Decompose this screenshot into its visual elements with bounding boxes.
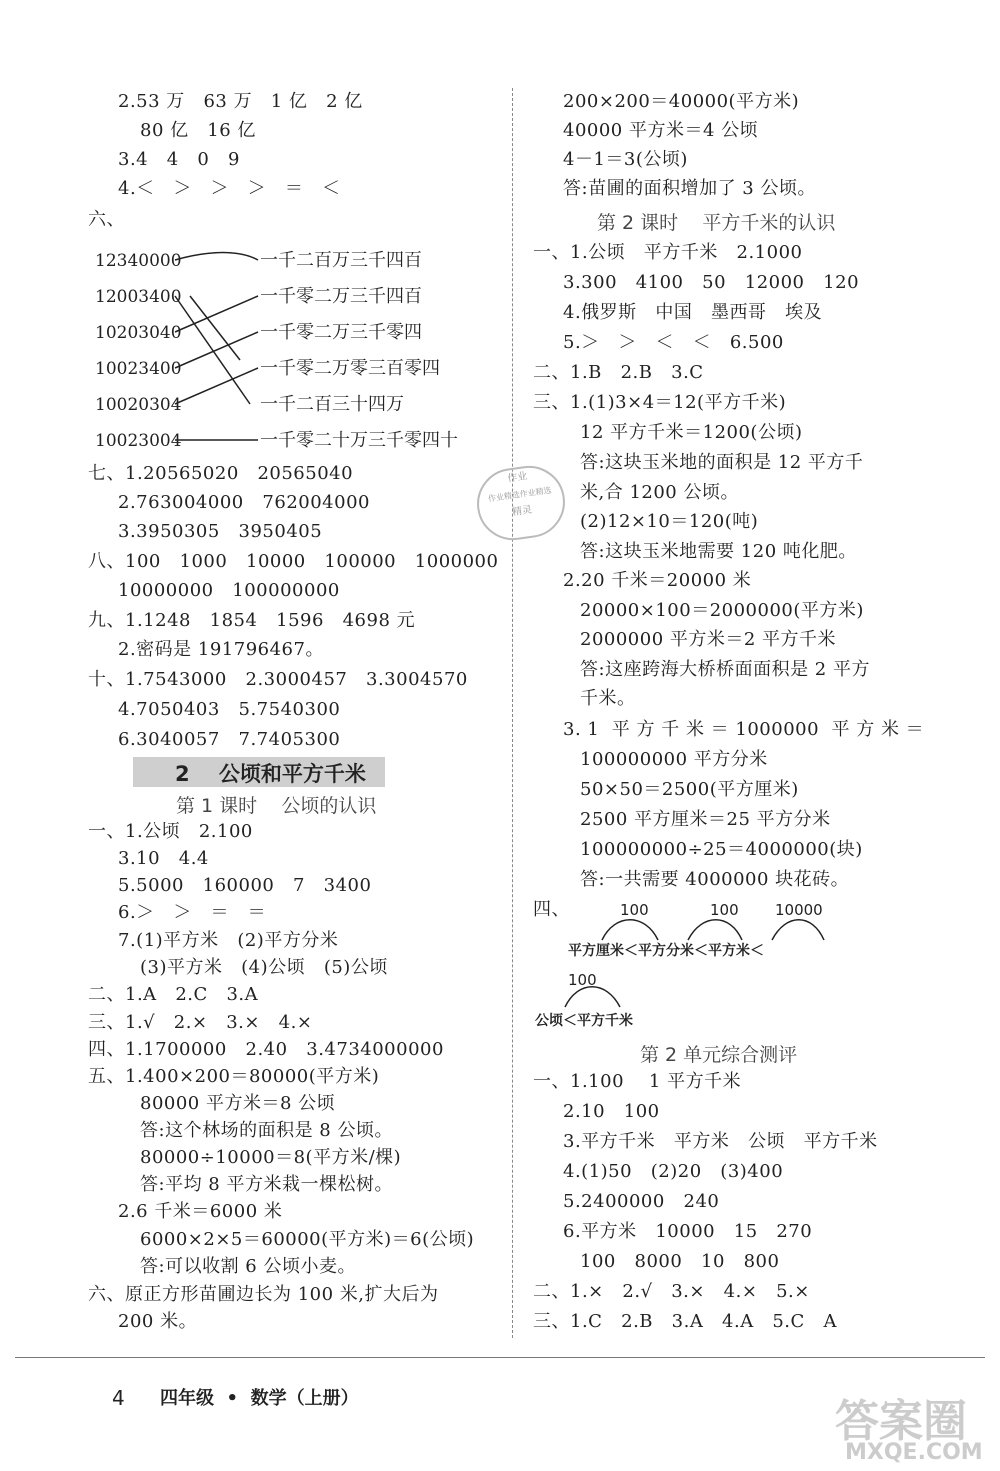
unit-ratio-4: 100 bbox=[568, 971, 597, 989]
watermark-logo: 答案圈 bbox=[835, 1396, 967, 1447]
answer-line: 三、1.√ 2.× 3.× 4.× bbox=[88, 1012, 313, 1033]
answer-line: 八、100 1000 10000 100000 1000000 bbox=[88, 551, 499, 572]
answer-line: 米,合 1200 公顷。 bbox=[580, 482, 739, 503]
answer-line: 80 亿 16 亿 bbox=[140, 120, 256, 141]
match-line bbox=[175, 332, 258, 368]
answer-line: 四、1.1700000 2.40 3.4734000000 bbox=[88, 1039, 444, 1060]
answer-line: 200×200＝40000(平方米) bbox=[563, 91, 800, 112]
answer-line: 100000000 平方分米 bbox=[580, 749, 768, 770]
answer-line: 100 8000 10 800 bbox=[580, 1251, 780, 1272]
lesson-1-heading: 第 1 课时 公顷的认识 bbox=[176, 795, 377, 817]
answer-line: 二、1.A 2.C 3.A bbox=[88, 984, 259, 1005]
answer-line: 答:一共需要 4000000 块花砖。 bbox=[580, 869, 850, 890]
answer-line: 80000 平方米＝8 公顷 bbox=[140, 1093, 336, 1114]
match-word: 一千二百万三千四百 bbox=[260, 250, 422, 271]
answer-line: 2.20 千米＝20000 米 bbox=[563, 570, 752, 591]
unit-review-heading: 第 2 单元综合测评 bbox=[640, 1044, 798, 1066]
answer-line: 千米。 bbox=[580, 688, 636, 709]
unit-row-1: 平方厘米＜平方分米＜平方米＜ bbox=[568, 943, 764, 959]
answer-line: 一、1.公顷 平方千米 2.1000 bbox=[533, 242, 803, 263]
answer-line: 一、1.100 1 平方千米 bbox=[533, 1071, 742, 1092]
answer-line: 200 米。 bbox=[118, 1311, 198, 1332]
match-word: 一千二百三十四万 bbox=[260, 394, 404, 415]
answer-line: 4.7050403 5.7540300 bbox=[118, 699, 341, 720]
homework-stamp: 作业 作业精选作业精选 精灵 bbox=[472, 461, 569, 545]
answer-line: 2.10 100 bbox=[563, 1101, 660, 1122]
answer-line: 3. 1 平 方 千 米 ＝ 1000000 平 方 米 ＝ bbox=[563, 719, 925, 740]
answer-line: 2.6 千米＝6000 米 bbox=[118, 1201, 283, 1222]
answer-line: 12 平方千米＝1200(公顷) bbox=[580, 422, 803, 443]
answer-line: 4.俄罗斯 中国 墨西哥 埃及 bbox=[563, 302, 823, 323]
match-line bbox=[175, 253, 258, 261]
arrow-icon bbox=[772, 920, 824, 940]
answer-line: 答:平均 8 平方米栽一棵松树。 bbox=[140, 1174, 393, 1195]
unit-row-2: 公顷＜平方千米 bbox=[535, 1013, 633, 1029]
answer-line: 二、1.× 2.√ 3.× 4.× 5.× bbox=[533, 1281, 810, 1302]
answer-line: 四、 bbox=[533, 899, 570, 920]
match-word: 一千零二十万三千零四十 bbox=[260, 430, 458, 450]
watermark-site: MXQE.COM bbox=[845, 1440, 983, 1465]
answer-line: 五、1.400×200＝80000(平方米) bbox=[88, 1066, 380, 1087]
answer-line: 2500 平方厘米＝25 平方分米 bbox=[580, 809, 831, 830]
match-word: 一千零二万三千零四 bbox=[260, 322, 422, 343]
match-number: 12003400 bbox=[95, 287, 182, 307]
match-word: 一千零二万零三百零四 bbox=[260, 358, 440, 379]
answer-line: 3.300 4100 50 12000 120 bbox=[563, 272, 860, 293]
answer-line: 3.3950305 3950405 bbox=[118, 521, 323, 542]
answer-line: 4.(1)50 (2)20 (3)400 bbox=[563, 1161, 784, 1182]
answer-line: 6.＞ ＞ ＝ ＝ bbox=[118, 902, 267, 923]
answer-line: 2.763004000 762004000 bbox=[118, 492, 370, 513]
match-number: 10023400 bbox=[95, 359, 182, 379]
answer-line: 6000×2×5＝60000(平方米)＝6(公顷) bbox=[140, 1229, 475, 1250]
page-number: 4 bbox=[112, 1386, 125, 1410]
answer-line: 六、 bbox=[88, 209, 125, 230]
match-number: 10023004 bbox=[95, 431, 182, 450]
answer-line: 6.平方米 10000 15 270 bbox=[563, 1221, 813, 1242]
answer-line: 一、1.公顷 2.100 bbox=[88, 821, 253, 842]
answer-line: 10000000 100000000 bbox=[118, 580, 340, 601]
matching-diagram bbox=[90, 240, 490, 450]
answer-line: 答:这块玉米地需要 120 吨化肥。 bbox=[580, 541, 857, 562]
column-divider bbox=[512, 88, 513, 1338]
match-number: 10203040 bbox=[95, 323, 182, 343]
answer-line: 5.5000 160000 7 3400 bbox=[118, 875, 372, 896]
answer-line: 6.3040057 7.7405300 bbox=[118, 729, 341, 750]
answer-line: (3)平方米 (4)公顷 (5)公顷 bbox=[140, 957, 388, 978]
answer-line: 40000 平方米＝4 公顷 bbox=[563, 120, 759, 141]
answer-line: 九、1.1248 1854 1596 4698 元 bbox=[88, 610, 416, 631]
answer-line: 80000÷10000＝8(平方米/棵) bbox=[140, 1147, 402, 1168]
answer-line: 3.4 4 0 9 bbox=[118, 149, 240, 170]
answer-line: 答:这块玉米地的面积是 12 平方千 bbox=[580, 452, 864, 473]
footer-rule bbox=[15, 1357, 985, 1358]
answer-line: 答:这个林场的面积是 8 公顷。 bbox=[140, 1120, 393, 1141]
answer-line: 十、1.7543000 2.3000457 3.3004570 bbox=[88, 669, 468, 690]
arrow-icon bbox=[688, 920, 742, 940]
answer-line: 三、1.(1)3×4＝12(平方千米) bbox=[533, 392, 787, 413]
answer-line: 100000000÷25＝4000000(块) bbox=[580, 839, 863, 860]
unit-order-diagram bbox=[530, 895, 850, 1035]
answer-line: 2.53 万 63 万 1 亿 2 亿 bbox=[118, 91, 363, 112]
matching-lines bbox=[175, 253, 258, 441]
unit-ratio-3: 10000 bbox=[775, 901, 823, 919]
answer-line: 三、1.C 2.B 3.A 4.A 5.C A bbox=[533, 1311, 837, 1332]
answer-line: (2)12×10＝120(吨) bbox=[580, 511, 759, 532]
answer-line: 50×50＝2500(平方厘米) bbox=[580, 779, 799, 800]
answer-line: 七、1.20565020 20565040 bbox=[88, 463, 354, 484]
answer-line: 20000×100＝2000000(平方米) bbox=[580, 600, 864, 621]
answer-line: 答:可以收割 6 公顷小麦。 bbox=[140, 1256, 356, 1277]
unit-ratio-1: 100 bbox=[620, 901, 649, 919]
answer-line: 六、原正方形苗圃边长为 100 米,扩大后为 bbox=[88, 1284, 439, 1305]
unit-ratio-2: 100 bbox=[710, 901, 739, 919]
answer-line: 4－1＝3(公顷) bbox=[563, 149, 688, 170]
arrow-icon bbox=[565, 987, 620, 1007]
answer-line: 7.(1)平方米 (2)平方分米 bbox=[118, 930, 339, 951]
match-number: 12340000 bbox=[95, 251, 182, 271]
match-word: 一千零二万三千四百 bbox=[260, 286, 422, 307]
answer-line: 2.密码是 191796467。 bbox=[118, 639, 324, 660]
answer-line: 3.平方千米 平方米 公顷 平方千米 bbox=[563, 1131, 878, 1152]
unit-arrows bbox=[565, 920, 824, 1007]
answer-line: 答:苗圃的面积增加了 3 公顷。 bbox=[563, 178, 816, 199]
match-number: 10020304 bbox=[95, 395, 182, 415]
answer-line: 二、1.B 2.B 3.C bbox=[533, 362, 704, 383]
arrow-icon bbox=[602, 920, 658, 940]
lesson-2-heading: 第 2 课时 平方千米的认识 bbox=[597, 212, 836, 234]
footer-title: 四年级 • 数学（上册） bbox=[160, 1388, 359, 1409]
section-title: 2 公顷和平方千米 bbox=[175, 762, 366, 786]
answer-line: 5.＞ ＞ ＜ ＜ 6.500 bbox=[563, 332, 784, 353]
answer-line: 2000000 平方米＝2 平方千米 bbox=[580, 629, 837, 650]
answer-line: 4.＜ ＞ ＞ ＞ ＝ ＜ bbox=[118, 178, 341, 199]
answer-line: 5.2400000 240 bbox=[563, 1191, 720, 1212]
answer-line: 答:这座跨海大桥桥面面积是 2 平方 bbox=[580, 659, 870, 680]
answer-line: 3.10 4.4 bbox=[118, 848, 209, 869]
